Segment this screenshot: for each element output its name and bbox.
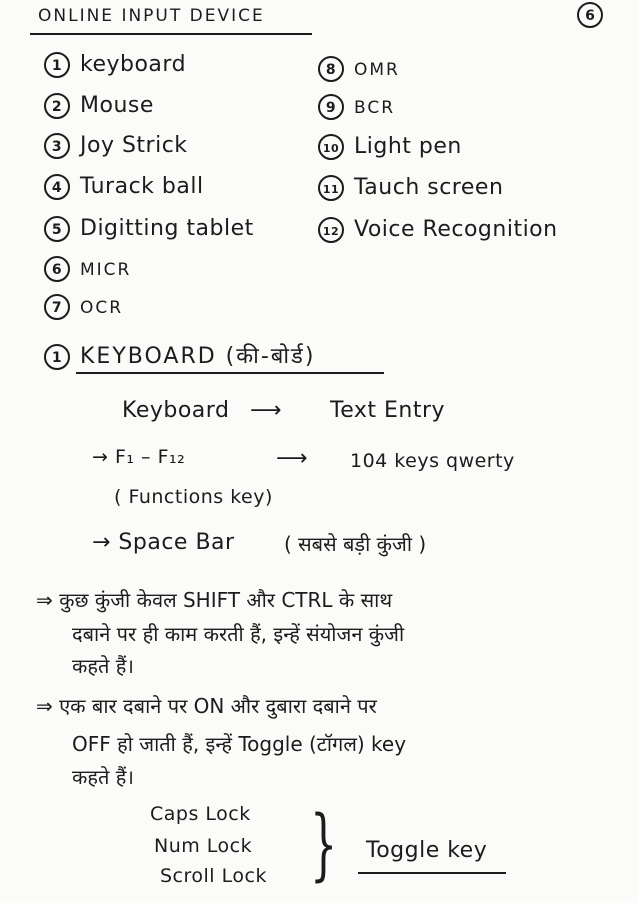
device-label: Tauch screen — [354, 175, 504, 200]
device-label: keyboard — [80, 52, 187, 77]
item-number: 8 — [318, 56, 344, 82]
toggle-key-item: Num Lock — [154, 835, 253, 857]
page-number-badge — [577, 2, 613, 28]
item-number: 9 — [318, 94, 344, 120]
device-item — [44, 93, 154, 119]
page-number: 6 — [577, 2, 603, 28]
device-item — [318, 175, 503, 201]
device-item — [318, 134, 462, 160]
item-number: 7 — [44, 294, 70, 320]
device-item — [44, 133, 188, 159]
device-label: OCR — [80, 298, 124, 318]
device-label: Digitting tablet — [80, 216, 254, 241]
toggle-key-item: Caps Lock — [150, 803, 251, 825]
device-label: Voice Recognition — [354, 217, 558, 242]
device-item — [318, 94, 395, 120]
keyboard-label: Keyboard — [122, 398, 230, 423]
device-item — [44, 294, 123, 320]
note-2-line-1: ⇒ एक बार दबाने पर ON और दुबारा दबाने पर — [36, 694, 377, 718]
device-label: BCR — [354, 98, 396, 118]
device-item — [44, 216, 254, 242]
device-item — [318, 56, 400, 82]
toggle-key-underline — [358, 872, 506, 874]
item-number: 6 — [44, 256, 70, 282]
text-entry-label: Text Entry — [330, 398, 446, 423]
device-item — [318, 217, 558, 243]
device-label: Joy Strick — [80, 133, 188, 158]
device-label: Mouse — [80, 93, 154, 118]
device-label: Light pen — [354, 134, 462, 159]
device-label: Turack ball — [80, 174, 204, 199]
item-number: 4 — [44, 174, 70, 200]
note-1-line-3: कहते हैं। — [72, 654, 134, 678]
function-keys-label: → F₁ – F₁₂ — [92, 446, 186, 468]
device-label: MICR — [80, 260, 132, 280]
item-number: 3 — [44, 133, 70, 159]
section-title: KEYBOARD (की-बोर्ड) — [80, 344, 316, 369]
arrow-icon: ⟶ — [250, 398, 283, 423]
note-1-line-2: दबाने पर ही काम करती हैं, इन्हें संयोजन कुंजी — [72, 622, 405, 646]
item-number: 12 — [318, 217, 344, 243]
note-1-line-1: ⇒ कुछ कुंजी केवल SHIFT और CTRL के साथ — [36, 588, 393, 612]
device-label: OMR — [354, 60, 400, 80]
heading-underline — [76, 372, 384, 374]
qwerty-label: 104 keys qwerty — [350, 450, 515, 472]
note-2-line-2: OFF हो जाती हैं, इन्हें Toggle (टॉगल) key — [72, 732, 407, 756]
brace-icon: } — [310, 800, 338, 890]
toggle-key-label: Toggle key — [366, 838, 488, 863]
device-item — [44, 52, 186, 78]
item-number: 1 — [44, 52, 70, 78]
item-number: 10 — [318, 134, 344, 160]
item-number: 2 — [44, 93, 70, 119]
device-item — [44, 174, 204, 200]
item-number: 5 — [44, 216, 70, 242]
device-item — [44, 256, 131, 282]
functions-key-note: ( Functions key) — [114, 486, 273, 508]
toggle-key-item: Scroll Lock — [160, 865, 267, 887]
arrow-icon: ⟶ — [276, 446, 309, 471]
title-underline — [30, 33, 312, 35]
space-bar-label: → Space Bar — [92, 530, 235, 555]
section-heading — [44, 340, 315, 370]
page-title: ONLINE INPUT DEVICE — [38, 6, 265, 26]
section-number: 1 — [44, 344, 70, 370]
note-2-line-3: कहते हैं। — [72, 765, 134, 789]
space-bar-note: ( सबसे बड़ी कुंजी ) — [284, 532, 427, 556]
item-number: 11 — [318, 175, 344, 201]
